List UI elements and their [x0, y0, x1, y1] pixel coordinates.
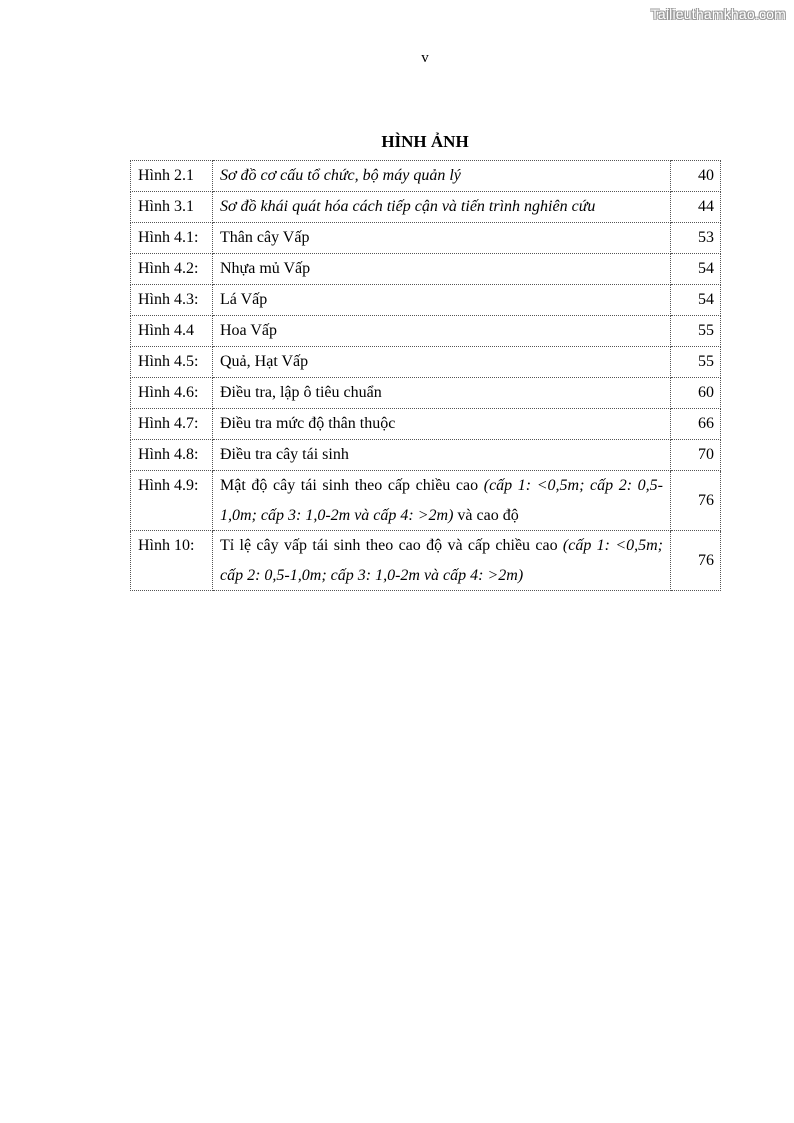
table-row	[131, 378, 721, 409]
figure-title: Quả, Hạt Vấp	[213, 347, 671, 378]
page-ref: 55	[671, 316, 721, 347]
table-row	[131, 254, 721, 285]
table-row	[131, 531, 721, 591]
figure-title-prefix: Mật độ cây tái sinh theo cấp chiều cao	[220, 477, 484, 494]
table-row	[131, 161, 721, 192]
watermark: Tailieuthamkhao.com	[650, 6, 786, 22]
page-ref: 40	[671, 161, 721, 192]
figure-label: Hình 10:	[131, 531, 213, 591]
table-row	[131, 316, 721, 347]
figure-label: Hình 4.2:	[131, 254, 213, 285]
figure-title-suffix: và cao độ	[453, 506, 519, 524]
page-ref: 54	[671, 254, 721, 285]
page-ref: 54	[671, 285, 721, 316]
figure-label: Hình 4.7:	[131, 409, 213, 440]
page-ref: 44	[671, 192, 721, 223]
figure-title: Điều tra, lập ô tiêu chuẩn	[213, 378, 671, 409]
figure-label: Hình 4.4	[131, 316, 213, 347]
figure-label: Hình 4.6:	[131, 378, 213, 409]
figure-title	[213, 531, 671, 591]
figure-label: Hình 4.1:	[131, 223, 213, 254]
page-title: HÌNH ẢNH	[381, 132, 469, 151]
figure-label: Hình 4.9:	[131, 471, 213, 531]
figure-title: Lá Vấp	[213, 285, 671, 316]
figure-title: Thân cây Vấp	[213, 223, 671, 254]
figure-title: Sơ đồ cơ cấu tổ chức, bộ máy quản lý	[213, 161, 671, 192]
figure-title-italic: (cấp 1: <0,5m; cấp 2: 0,5-1,0m; cấp 3: 1,0-2m và cấp 4: >2m)	[220, 477, 663, 524]
page-ref: 76	[671, 531, 721, 591]
table-row	[131, 223, 721, 254]
page-number: v	[421, 50, 429, 66]
page-ref: 60	[671, 378, 721, 409]
table-row	[131, 285, 721, 316]
page-ref: 55	[671, 347, 721, 378]
figure-title: Nhựa mủ Vấp	[213, 254, 671, 285]
table-row	[131, 440, 721, 471]
page-ref: 53	[671, 223, 721, 254]
table-row	[131, 471, 721, 531]
figure-title	[213, 471, 671, 531]
figure-label: Hình 3.1	[131, 192, 213, 223]
table-row	[131, 192, 721, 223]
figure-title-prefix: Tỉ lệ cây vấp tái sinh theo cao độ và cấp chiều cao	[220, 537, 563, 554]
figure-label: Hình 4.3:	[131, 285, 213, 316]
page-ref: 70	[671, 440, 721, 471]
figure-label: Hình 2.1	[131, 161, 213, 192]
figure-title: Điều tra cây tái sinh	[213, 440, 671, 471]
figure-title: Hoa Vấp	[213, 316, 671, 347]
figure-label: Hình 4.8:	[131, 440, 213, 471]
figure-title: Sơ đồ khái quát hóa cách tiếp cận và tiến trình nghiên cứu	[213, 192, 671, 223]
table-row	[131, 409, 721, 440]
page-ref: 66	[671, 409, 721, 440]
page-ref: 76	[671, 471, 721, 531]
table-row	[131, 347, 721, 378]
figure-title: Điều tra mức độ thân thuộc	[213, 409, 671, 440]
figure-label: Hình 4.5:	[131, 347, 213, 378]
figure-list-table	[130, 160, 721, 591]
figure-title-italic: (cấp 1: <0,5m; cấp 2: 0,5-1,0m; cấp 3: 1,0-2m và cấp 4: >2m)	[220, 537, 663, 584]
